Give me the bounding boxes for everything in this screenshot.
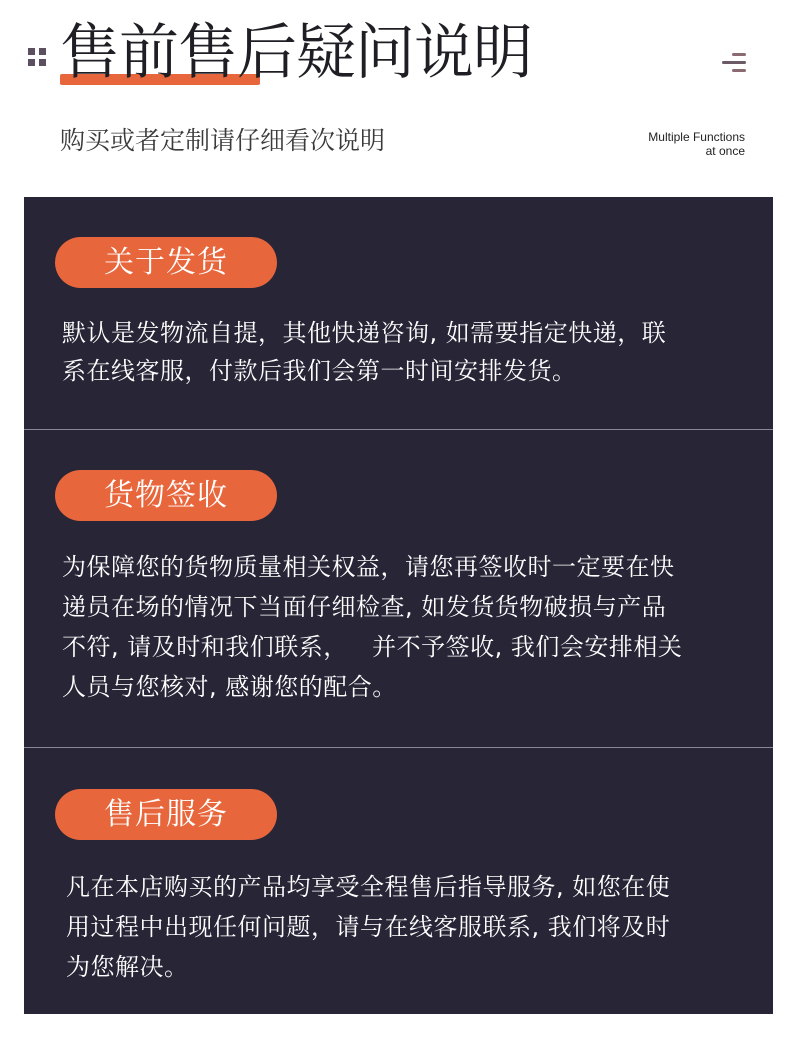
- tagline: [648, 130, 745, 158]
- body-line: 系在线客服，付款后我们会第一时间安排发货。: [62, 357, 577, 385]
- page-subtitle: 购买或者定制请仔细看次说明: [60, 126, 386, 155]
- section-body-receipt: [62, 547, 732, 707]
- body-line: 默认是发物流自提，其他快递咨询, 如需要指定快递，联: [62, 319, 667, 347]
- body-line: 递员在场的情况下当面仔细检查, 如发货货物破损与产品: [62, 593, 667, 621]
- body-line: 为您解决。: [66, 953, 189, 981]
- section-shipping: [24, 197, 773, 429]
- body-line: 不符, 请及时和我们联系， 并不予签收, 我们会安排相关: [62, 633, 683, 661]
- section-heading-receipt: 货物签收: [55, 470, 277, 521]
- section-after-sales: [24, 748, 773, 1014]
- section-receipt: [24, 430, 773, 747]
- page-title: 售前售后疑问说明: [60, 18, 532, 88]
- body-line: 为保障您的货物质量相关权益，请您再签收时一定要在快: [62, 553, 675, 581]
- menu-icon[interactable]: [722, 53, 746, 75]
- body-line: 用过程中出现任何问题，请与在线客服联系, 我们将及时: [66, 913, 671, 941]
- section-heading-shipping: 关于发货: [55, 237, 277, 288]
- grid-icon: [28, 48, 46, 66]
- section-body-after-sales: [66, 867, 736, 987]
- tagline-line-2: at once: [705, 144, 745, 158]
- info-panel: [24, 197, 773, 1014]
- body-line: 人员与您核对, 感谢您的配合。: [62, 673, 397, 701]
- body-line: 凡在本店购买的产品均享受全程售后指导服务, 如您在使: [66, 873, 671, 901]
- tagline-line-1: Multiple Functions: [648, 130, 745, 144]
- section-body-shipping: [62, 314, 732, 390]
- section-heading-after-sales: 售后服务: [55, 789, 277, 840]
